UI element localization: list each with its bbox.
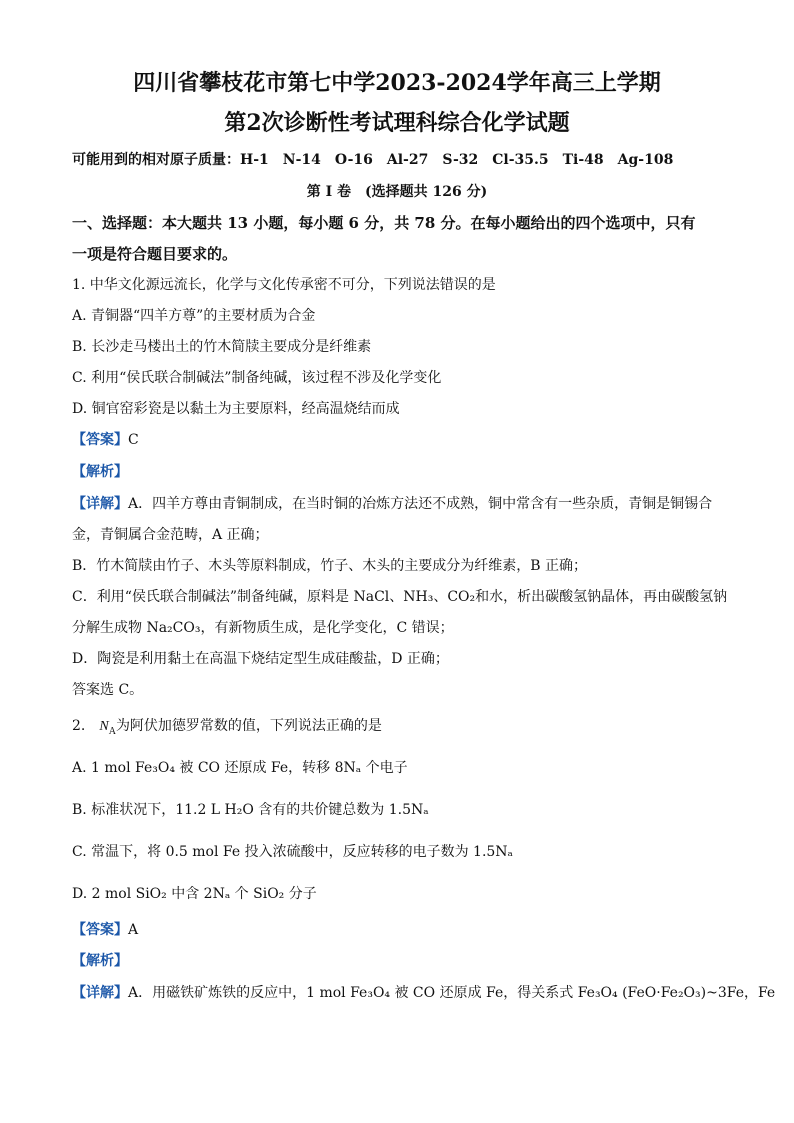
q2-answer	[72, 920, 138, 940]
q2-stem: 2. $N_A$为阿伏加德罗常数的值，下列说法正确的是	[72, 718, 382, 737]
q2-option-a: A. 1 mol Fe₃O₄ 被 CO 还原成 Fe，转移 8Nₐ 个电子	[72, 760, 408, 776]
q2-option-b: B. 标准状况下，11.2 L H₂O 含有的共价键总数为 1.5Nₐ	[72, 802, 429, 818]
answer-tag: 【答案】	[72, 432, 128, 448]
analysis-tag: 【解析】	[72, 464, 128, 480]
q1-detail-line-5: 分解生成物 Na₂CO₃，有新物质生成，是化学变化，C 错误；	[72, 620, 454, 636]
detail-tag: 【详解】	[72, 985, 128, 1001]
q1-option-b: B. 长沙走马楼出土的竹木简牍主要成分是纤维素	[72, 339, 372, 355]
q1-option-a: A. 青铜器“四羊方尊”的主要材质为合金	[72, 308, 316, 324]
answer-tag: 【答案】	[72, 922, 128, 938]
q1-stem: 1. 中华文化源远流长，化学与文化传承密不可分，下列说法错误的是	[72, 277, 496, 293]
title-line-1: 四川省攀枝花市第七中学2023-2024学年高三上学期	[133, 70, 661, 96]
section-heading-line-1: 一、选择题：本大题共 13 小题，每小题 6 分，共 78 分。在每小题给出的四个选项中，只有	[72, 214, 696, 232]
atomic-masses: 可能用到的相对原子质量：H-1 N-14 O-16 Al-27 S-32 Cl-35.5 Ti-48 Ag-108	[72, 152, 674, 168]
answer-value: C	[128, 432, 139, 448]
q1-detail-line-1	[72, 494, 712, 514]
q1-detail-line-6: D．陶瓷是利用黏土在高温下烧结定型生成硅酸盐，D 正确；	[72, 651, 449, 667]
q1-detail-line-2: 金，青铜属合金范畴，A 正确；	[72, 527, 269, 543]
q1-option-d: D. 铜官窑彩瓷是以黏土为主要原料，经高温烧结而成	[72, 401, 400, 417]
q2-option-d: D. 2 mol SiO₂ 中含 2Nₐ 个 SiO₂ 分子	[72, 886, 317, 902]
q1-detail-line-4: C．利用“侯氏联合制碱法”制备纯碱，原料是 NaCl、NH₃、CO₂和水，析出碳酸氢钠晶体，再由碳酸氢钠	[72, 589, 728, 605]
q1-option-c: C. 利用“侯氏联合制碱法”制备纯碱，该过程不涉及化学变化	[72, 370, 442, 386]
detail-tag: 【详解】	[72, 496, 128, 512]
q1-analysis	[72, 462, 128, 482]
q1-conclusion: 答案选 C。	[72, 682, 144, 698]
detail-text: A．四羊方尊由青铜制成，在当时铜的冶炼方法还不成熟，铜中常含有一些杂质，青铜是铜锡合	[128, 496, 713, 512]
analysis-tag: 【解析】	[72, 953, 128, 969]
q2-analysis	[72, 951, 128, 971]
title-line-2: 第2次诊断性考试理科综合化学试题	[224, 110, 570, 136]
answer-value: A	[128, 922, 139, 938]
part1-heading: 第 I 卷 (选择题共 126 分)	[306, 184, 488, 200]
q2-option-c: C. 常温下，将 0.5 mol Fe 投入浓硫酸中，反应转移的电子数为 1.5Nₐ	[72, 844, 513, 860]
q1-detail-line-3: B．竹木简牍由竹子、木头等原料制成，竹子、木头的主要成分为纤维素，B 正确；	[72, 558, 588, 574]
section-heading-line-2: 一项是符合题目要求的。	[72, 245, 238, 263]
q2-detail-line-1	[72, 983, 775, 1003]
detail-text: A．用磁铁矿炼铁的反应中，1 mol Fe₃O₄ 被 CO 还原成 Fe，得关系式 Fe₃O₄ (FeO·Fe₂O₃)~3Fe，Fe	[128, 985, 776, 1001]
q1-answer	[72, 430, 139, 450]
